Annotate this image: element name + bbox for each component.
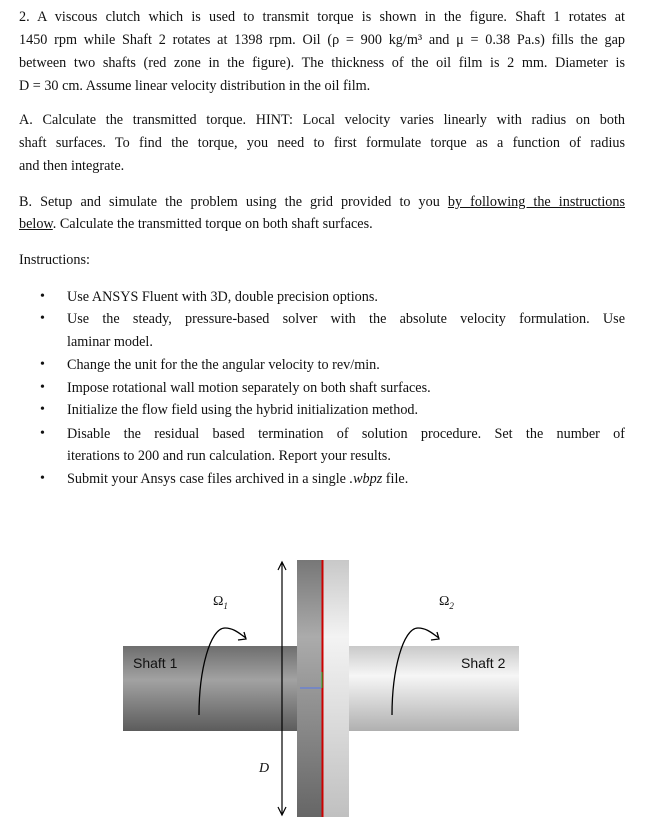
list-item [67,469,625,489]
bullet-icon: • [40,311,45,326]
bullet-icon: • [40,402,45,417]
list-item: Disable the residual based termination of solution procedure. Set the number of [67,426,625,442]
clutch-diagram [0,550,647,825]
bullet-icon: • [40,289,45,304]
instructions-reference: below [19,216,53,232]
omega-subscript: 1 [223,600,228,611]
bullet-icon: • [40,357,45,372]
part-a-line: shaft surfaces. To find the torque, you need to first formulate torque as a function of radius [19,135,625,151]
instructions-heading: Instructions: [19,252,90,268]
part-a-line: A. Calculate the transmitted torque. HINT: Local velocity varies linearly with radius on both [19,112,625,128]
list-item: Use the steady, pressure-based solver with the absolute velocity formulation. Use [67,311,625,327]
list-item: Use ANSYS Fluent with 3D, double precision options. [67,289,378,305]
shaft-2-label: Shaft 2 [461,655,506,671]
part-b-text: . Calculate the transmitted torque on both shaft surfaces. [52,216,373,232]
omega-1-label [213,594,228,611]
problem-line: 2. A viscous clutch which is used to transmit torque is shown in the figure. Shaft 1 rotates at [19,9,625,25]
part-b-line [19,192,625,212]
disc-2 [322,560,349,817]
omega-symbol: Ω [439,594,450,609]
problem-line: between two shafts (red zone in the figure). The thickness of the oil film is 2 mm. Diameter is [19,55,625,71]
bullet-icon: • [40,380,45,395]
omega-subscript: 2 [449,600,454,611]
part-b-text: B. Setup and simulate the problem using the grid provided to you [19,194,448,210]
part-b-line [19,214,625,234]
instructions-reference: by following the instructions [447,194,625,210]
diameter-label: D [259,761,270,776]
file-extension: .wbpz [349,471,383,487]
list-item-continuation: iterations to 200 and run calculation. Report your results. [67,448,391,464]
bullet-icon: • [40,426,45,441]
list-item-continuation: laminar model. [67,334,153,350]
problem-line: D = 30 cm. Assume linear velocity distribution in the oil film. [19,78,371,94]
omega-2-label [439,594,454,611]
viscous-clutch-figure [0,550,647,825]
list-item: Initialize the flow field using the hybrid initialization method. [67,402,419,418]
shaft-1-label: Shaft 1 [133,655,178,671]
omega-symbol: Ω [213,594,224,609]
bullet-icon: • [40,471,45,486]
list-item: Change the unit for the the angular velocity to rev/min. [67,357,380,373]
part-a-line: and then integrate. [19,158,125,174]
list-item: Impose rotational wall motion separately on both shaft surfaces. [67,380,431,396]
problem-line: 1450 rpm while Shaft 2 rotates at 1398 rpm. Oil (ρ = 900 kg/m³ and μ = 0.38 Pa.s) fills the gap [19,32,625,48]
list-item-text: file. [382,471,409,487]
list-item-text: Submit your Ansys case files archived in a single [67,471,350,487]
